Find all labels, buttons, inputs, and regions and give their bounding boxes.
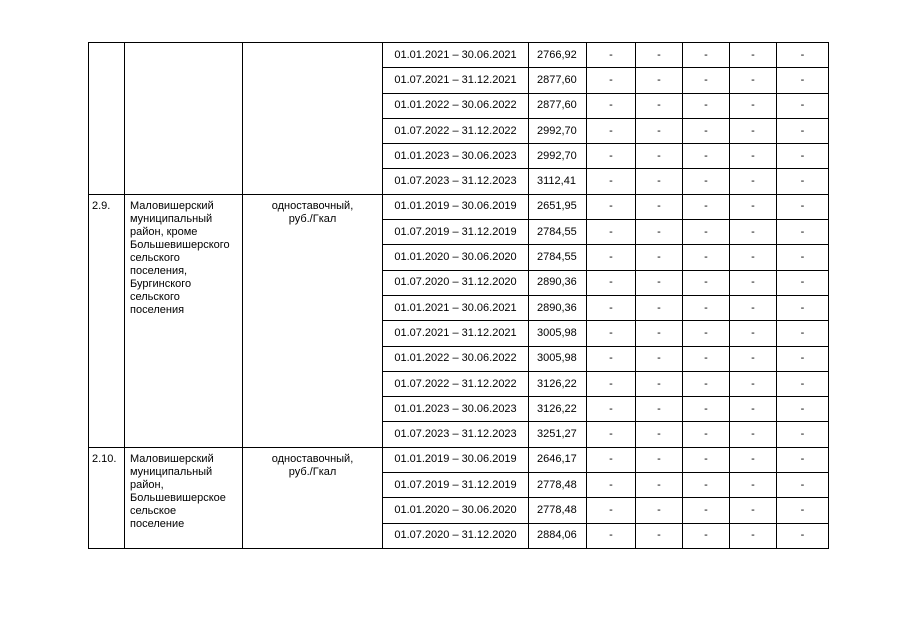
- empty-value-cell: -: [587, 118, 636, 143]
- tariff-value-cell: 3112,41: [529, 169, 587, 194]
- empty-value-cell: -: [683, 245, 730, 270]
- area-name-cell: [125, 194, 243, 447]
- period-cell: 01.07.2019 – 31.12.2019: [383, 473, 529, 498]
- empty-value-cell: -: [730, 118, 777, 143]
- empty-value-cell: -: [636, 447, 683, 472]
- empty-value-cell: -: [730, 270, 777, 295]
- empty-value-cell: -: [587, 270, 636, 295]
- empty-value-cell: -: [683, 523, 730, 548]
- empty-value-cell: -: [777, 498, 829, 523]
- period-cell: 01.07.2019 – 31.12.2019: [383, 220, 529, 245]
- empty-value-cell: -: [683, 144, 730, 169]
- table-row: [89, 43, 829, 68]
- tariff-value-cell: 2890,36: [529, 295, 587, 320]
- empty-value-cell: -: [683, 397, 730, 422]
- tariff-value-cell: 3126,22: [529, 397, 587, 422]
- empty-value-cell: -: [777, 93, 829, 118]
- tariff-value-cell: 2877,60: [529, 93, 587, 118]
- empty-value-cell: -: [636, 498, 683, 523]
- empty-value-cell: -: [730, 447, 777, 472]
- empty-value-cell: -: [587, 169, 636, 194]
- empty-value-cell: -: [587, 295, 636, 320]
- tariff-value-cell: 2884,06: [529, 523, 587, 548]
- empty-value-cell: -: [587, 43, 636, 68]
- empty-value-cell: -: [587, 144, 636, 169]
- empty-value-cell: -: [636, 118, 683, 143]
- empty-value-cell: -: [683, 321, 730, 346]
- area-name-cell: [125, 447, 243, 548]
- empty-value-cell: -: [636, 422, 683, 447]
- empty-value-cell: -: [587, 523, 636, 548]
- empty-value-cell: -: [636, 321, 683, 346]
- period-cell: 01.01.2022 – 30.06.2022: [383, 346, 529, 371]
- empty-value-cell: -: [777, 346, 829, 371]
- item-number-cell: 2.10.: [89, 447, 125, 548]
- area-name-cell: [125, 43, 243, 195]
- empty-value-cell: -: [777, 68, 829, 93]
- tariff-type-line: одноставочный,: [271, 199, 354, 212]
- empty-value-cell: -: [587, 220, 636, 245]
- area-name-line: район,: [130, 478, 164, 491]
- empty-value-cell: -: [777, 523, 829, 548]
- empty-value-cell: -: [587, 498, 636, 523]
- period-cell: 01.01.2021 – 30.06.2021: [383, 295, 529, 320]
- tariff-table-body: [89, 43, 829, 549]
- empty-value-cell: -: [730, 473, 777, 498]
- area-name-line: поселения,: [130, 264, 188, 277]
- area-name-line: Большевишерского: [130, 238, 230, 251]
- empty-value-cell: -: [777, 270, 829, 295]
- empty-value-cell: -: [777, 371, 829, 396]
- area-name-line: Маловишерский: [130, 199, 214, 212]
- empty-value-cell: -: [683, 270, 730, 295]
- period-cell: 01.07.2023 – 31.12.2023: [383, 169, 529, 194]
- tariff-type-cell: [243, 43, 383, 195]
- empty-value-cell: -: [730, 93, 777, 118]
- period-cell: 01.01.2022 – 30.06.2022: [383, 93, 529, 118]
- empty-value-cell: -: [777, 447, 829, 472]
- tariff-value-cell: 2651,95: [529, 194, 587, 219]
- tariff-type-line: одноставочный,: [271, 452, 354, 465]
- empty-value-cell: -: [730, 346, 777, 371]
- empty-value-cell: -: [730, 422, 777, 447]
- empty-value-cell: -: [683, 498, 730, 523]
- empty-value-cell: -: [587, 422, 636, 447]
- tariff-value-cell: 2646,17: [529, 447, 587, 472]
- empty-value-cell: -: [636, 346, 683, 371]
- empty-value-cell: -: [636, 295, 683, 320]
- period-cell: 01.01.2019 – 30.06.2019: [383, 447, 529, 472]
- empty-value-cell: -: [683, 447, 730, 472]
- empty-value-cell: -: [636, 270, 683, 295]
- empty-value-cell: -: [730, 220, 777, 245]
- empty-value-cell: -: [587, 397, 636, 422]
- tariff-value-cell: 2784,55: [529, 245, 587, 270]
- item-number-cell: 2.9.: [89, 194, 125, 447]
- empty-value-cell: -: [683, 422, 730, 447]
- empty-value-cell: -: [777, 118, 829, 143]
- period-cell: 01.01.2023 – 30.06.2023: [383, 397, 529, 422]
- empty-value-cell: -: [730, 321, 777, 346]
- table-row: [89, 447, 829, 472]
- empty-value-cell: -: [636, 194, 683, 219]
- empty-value-cell: -: [683, 169, 730, 194]
- area-name-line: сельское: [130, 504, 177, 517]
- period-cell: 01.01.2021 – 30.06.2021: [383, 43, 529, 68]
- period-cell: 01.07.2020 – 31.12.2020: [383, 523, 529, 548]
- tariff-value-cell: 2784,55: [529, 220, 587, 245]
- period-cell: 01.07.2023 – 31.12.2023: [383, 422, 529, 447]
- tariff-type-cell: [243, 194, 383, 447]
- item-number-cell: [89, 43, 125, 195]
- empty-value-cell: -: [587, 245, 636, 270]
- empty-value-cell: -: [636, 523, 683, 548]
- empty-value-cell: -: [636, 68, 683, 93]
- empty-value-cell: -: [683, 93, 730, 118]
- tariff-value-cell: 3005,98: [529, 321, 587, 346]
- empty-value-cell: -: [683, 68, 730, 93]
- empty-value-cell: -: [683, 295, 730, 320]
- empty-value-cell: -: [777, 422, 829, 447]
- empty-value-cell: -: [777, 295, 829, 320]
- area-name-line: муниципальный: [130, 465, 213, 478]
- empty-value-cell: -: [777, 220, 829, 245]
- empty-value-cell: -: [587, 68, 636, 93]
- empty-value-cell: -: [683, 43, 730, 68]
- empty-value-cell: -: [683, 346, 730, 371]
- empty-value-cell: -: [587, 447, 636, 472]
- empty-value-cell: -: [683, 118, 730, 143]
- empty-value-cell: -: [730, 245, 777, 270]
- period-cell: 01.07.2020 – 31.12.2020: [383, 270, 529, 295]
- tariff-value-cell: 3126,22: [529, 371, 587, 396]
- empty-value-cell: -: [587, 346, 636, 371]
- empty-value-cell: -: [636, 473, 683, 498]
- area-name-line: сельского: [130, 290, 180, 303]
- tariff-value-cell: 2778,48: [529, 498, 587, 523]
- empty-value-cell: -: [683, 473, 730, 498]
- area-name-line: поселения: [130, 303, 185, 316]
- area-name-line: муниципальный: [130, 212, 213, 225]
- tariff-value-cell: 2778,48: [529, 473, 587, 498]
- period-cell: 01.07.2022 – 31.12.2022: [383, 118, 529, 143]
- empty-value-cell: -: [730, 397, 777, 422]
- empty-value-cell: -: [777, 194, 829, 219]
- tariff-type-line: руб./Гкал: [288, 465, 337, 478]
- empty-value-cell: -: [587, 321, 636, 346]
- empty-value-cell: -: [777, 43, 829, 68]
- empty-value-cell: -: [730, 144, 777, 169]
- tariff-type-cell: [243, 447, 383, 548]
- empty-value-cell: -: [777, 397, 829, 422]
- period-cell: 01.07.2021 – 31.12.2021: [383, 321, 529, 346]
- empty-value-cell: -: [587, 194, 636, 219]
- empty-value-cell: -: [730, 68, 777, 93]
- area-name-line: Большевишерское: [130, 491, 226, 504]
- empty-value-cell: -: [636, 144, 683, 169]
- period-cell: 01.01.2023 – 30.06.2023: [383, 144, 529, 169]
- empty-value-cell: -: [636, 397, 683, 422]
- empty-value-cell: -: [777, 144, 829, 169]
- empty-value-cell: -: [730, 194, 777, 219]
- empty-value-cell: -: [636, 245, 683, 270]
- tariff-value-cell: 2992,70: [529, 144, 587, 169]
- period-cell: 01.01.2020 – 30.06.2020: [383, 245, 529, 270]
- empty-value-cell: -: [730, 371, 777, 396]
- empty-value-cell: -: [777, 473, 829, 498]
- tariff-value-cell: 2890,36: [529, 270, 587, 295]
- empty-value-cell: -: [730, 295, 777, 320]
- area-name-line: сельского: [130, 251, 180, 264]
- empty-value-cell: -: [587, 473, 636, 498]
- empty-value-cell: -: [636, 220, 683, 245]
- period-cell: 01.01.2020 – 30.06.2020: [383, 498, 529, 523]
- empty-value-cell: -: [683, 220, 730, 245]
- area-name-line: район, кроме: [130, 225, 198, 238]
- empty-value-cell: -: [683, 371, 730, 396]
- empty-value-cell: -: [636, 169, 683, 194]
- empty-value-cell: -: [636, 43, 683, 68]
- empty-value-cell: -: [730, 523, 777, 548]
- empty-value-cell: -: [587, 371, 636, 396]
- area-name-line: поселение: [130, 517, 185, 530]
- empty-value-cell: -: [636, 93, 683, 118]
- tariff-table: [88, 42, 829, 549]
- tariff-value-cell: 3251,27: [529, 422, 587, 447]
- empty-value-cell: -: [777, 169, 829, 194]
- empty-value-cell: -: [730, 43, 777, 68]
- tariff-value-cell: 2877,60: [529, 68, 587, 93]
- area-name-line: Маловишерский: [130, 452, 214, 465]
- tariff-type-line: руб./Гкал: [288, 212, 337, 225]
- empty-value-cell: -: [777, 245, 829, 270]
- empty-value-cell: -: [587, 93, 636, 118]
- empty-value-cell: -: [730, 169, 777, 194]
- empty-value-cell: -: [777, 321, 829, 346]
- empty-value-cell: -: [683, 194, 730, 219]
- table-row: [89, 194, 829, 219]
- tariff-value-cell: 2766,92: [529, 43, 587, 68]
- empty-value-cell: -: [636, 371, 683, 396]
- area-name-line: Бургинского: [130, 277, 192, 290]
- tariff-value-cell: 2992,70: [529, 118, 587, 143]
- period-cell: 01.01.2019 – 30.06.2019: [383, 194, 529, 219]
- period-cell: 01.07.2022 – 31.12.2022: [383, 371, 529, 396]
- empty-value-cell: -: [730, 498, 777, 523]
- tariff-value-cell: 3005,98: [529, 346, 587, 371]
- period-cell: 01.07.2021 – 31.12.2021: [383, 68, 529, 93]
